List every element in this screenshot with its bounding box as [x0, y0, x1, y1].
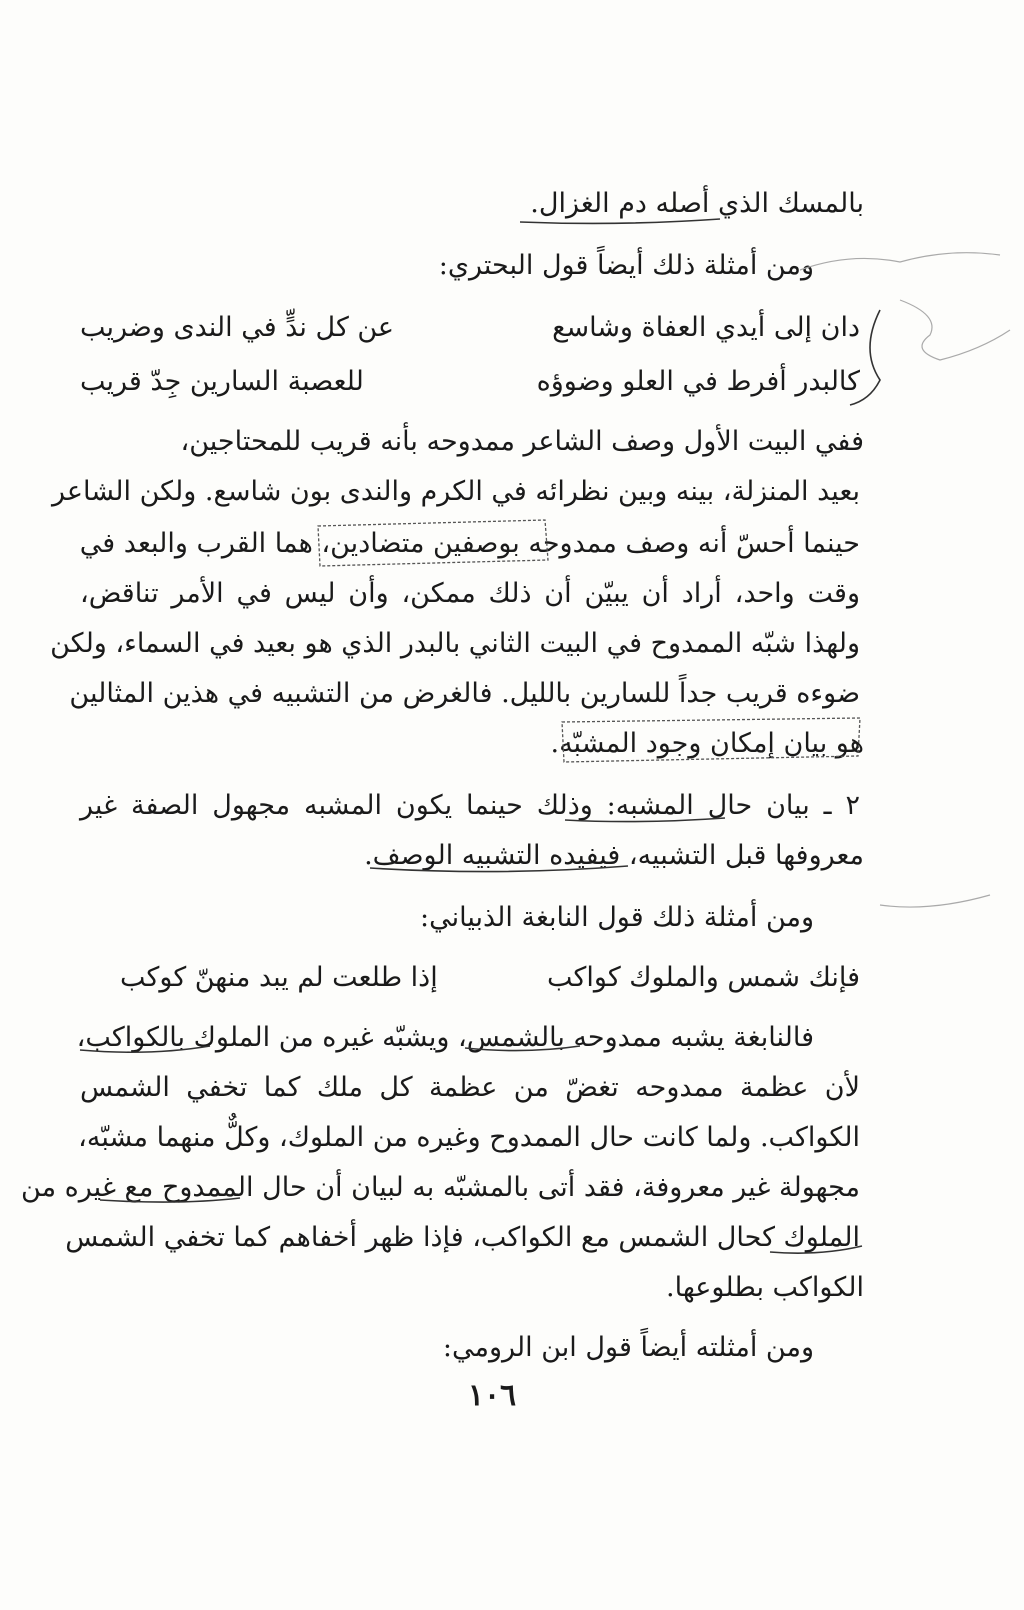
text-line: حينما أحسّ أنه وصف ممدوحه بوصفين متضادين، هما القرب والبعد في	[79, 528, 860, 559]
text-line: بالمسك الذي أصله دم الغزال.	[530, 188, 864, 219]
text-line: ولهذا شبّه الممدوح في البيت الثاني بالبدر الذي هو بعيد في السماء، ولكن	[50, 628, 860, 659]
verse-hemistich: إذا طلعت لم يبد منهنّ كوكب	[120, 962, 438, 993]
verse-hemistich: دان إلى أيدي العفاة وشاسع	[552, 312, 860, 343]
text-line: ٢ ـ بيان حال المشبه: وذلك حينما يكون المشبه مجهول الصفة غير	[80, 790, 860, 821]
text-line: معروفها قبل التشبيه، فيفيده التشبيه الوصف.	[364, 840, 864, 871]
text-line: بعيد المنزلة، بينه وبين نظرائه في الكرم والندى بون شاسع. ولكن الشاعر	[51, 476, 860, 507]
text-line: ومن أمثلة ذلك قول النابغة الذبياني:	[420, 902, 814, 933]
text-line: ومن أمثلته أيضاً قول ابن الرومي:	[442, 1332, 814, 1363]
pencil-scribble	[800, 253, 1000, 270]
text-line: مجهولة غير معروفة، فقد أتى بالمشبّه به لبيان أن حال الممدوح مع غيره من	[21, 1172, 860, 1203]
text-line: لأن عظمة ممدوحه تغضّ من عظمة كل ملك كما تخفي الشمس	[80, 1072, 860, 1103]
text-line: ومن أمثلة ذلك أيضاً قول البحتري:	[438, 250, 814, 281]
text-line: وقت واحد، أراد أن يبيّن أن ذلك ممكن، وأن ليس في الأمر تناقض،	[80, 578, 860, 609]
page-number: ١٠٦	[467, 1378, 517, 1413]
text-line: الملوك كحال الشمس مع الكواكب، فإذا ظهر أخفاهم كما تخفي الشمس	[65, 1222, 860, 1253]
verse-hemistich: فإنك شمس والملوك كواكب	[547, 962, 860, 993]
verse	[120, 958, 860, 998]
text-line: الكواكب. ولما كانت حال الممدوح وغيره من الملوك، وكلٌّ منهما مشبّه،	[78, 1122, 860, 1153]
verse	[80, 362, 860, 402]
verse-hemistich: كالبدر أفرط في العلو وضوؤه	[536, 366, 860, 397]
text-line: الكواكب بطلوعها.	[666, 1272, 864, 1303]
text-line: ضوءه قريب جداً للسارين بالليل. فالغرض من التشبيه في هذين المثالين	[69, 678, 860, 709]
pencil-scribble	[880, 895, 990, 907]
verse	[80, 308, 860, 348]
verse-hemistich: للعصبة السارين جِدّ قريب	[80, 366, 364, 397]
text-line: فالنابغة يشبه ممدوحه بالشمس، ويشبّه غيره من الملوك بالكواكب،	[76, 1022, 814, 1053]
verse-hemistich: عن كل ندٍّ في الندى وضريب	[80, 312, 395, 343]
pencil-scribble	[900, 300, 1010, 360]
text-line: هو بيان إمكان وجود المشبّه.	[550, 728, 864, 759]
text-line: ففي البيت الأول وصف الشاعر ممدوحه بأنه قريب للمحتاجين،	[180, 426, 864, 457]
